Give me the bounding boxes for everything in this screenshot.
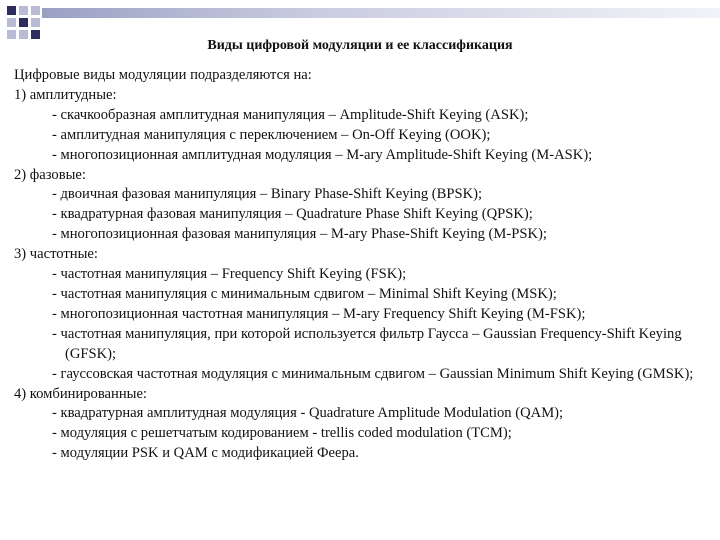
decor-square	[7, 6, 16, 15]
slide-title: Виды цифровой модуляции и ее классификация	[207, 38, 513, 53]
decor-square	[31, 18, 40, 27]
list-item: - модуляции PSK и QAM с модификацией Феера.	[52, 445, 359, 462]
list-item: - квадратурная амплитудная модуляция - Quadrature Amplitude Modulation (QAM);	[52, 405, 564, 422]
list-item: - гауссовская частотная модуляция с минимальным сдвигом – Gaussian Minimum Shift Keying (GMSK);	[52, 365, 694, 382]
list-item: - модуляция с решетчатым кодированием - trellis coded modulation (TCM);	[52, 425, 512, 442]
list-item: - двоичная фазовая манипуляция – Binary Phase-Shift Keying (BPSK);	[52, 186, 483, 203]
list-item: - многопозиционная амплитудная модуляция – M-ary Amplitude-Shift Keying (M-ASK);	[52, 146, 593, 163]
group-heading-combined: 4) комбинированные:	[14, 385, 147, 402]
list-item: - частотная манипуляция, при которой используется фильтр Гаусса – Gaussian Frequency-Shift Keying (GFSK);	[52, 325, 682, 362]
intro-text: Цифровые виды модуляции подразделяются на:	[14, 67, 312, 83]
group-heading-frequency: 3) частотные:	[14, 246, 98, 263]
slide-body	[14, 66, 714, 464]
decor-square	[19, 6, 28, 15]
group-heading-amplitude: 1) амплитудные:	[14, 86, 117, 103]
list-item: - частотная манипуляция – Frequency Shift Keying (FSK);	[52, 266, 407, 283]
list-item: - многопозиционная частотная манипуляция – M-ary Frequency Shift Keying (M-FSK);	[52, 305, 586, 322]
decor-square	[7, 18, 16, 27]
list-item: - частотная манипуляция с минимальным сдвигом – Minimal Shift Keying (MSK);	[52, 285, 557, 302]
list-item: - квадратурная фазовая манипуляция – Quadrature Phase Shift Keying (QPSK);	[52, 206, 533, 223]
list-item: - амплитудная манипуляция с переключением – On-Off Keying (OOK);	[52, 126, 491, 143]
decor-square	[19, 18, 28, 27]
list-item: - скачкообразная амплитудная манипуляция – Amplitude-Shift Keying (ASK);	[52, 106, 529, 123]
list-item: - многопозиционная фазовая манипуляция – M-ary Phase-Shift Keying (M-PSK);	[52, 226, 547, 243]
decor-square	[31, 6, 40, 15]
decor-gradient-bar	[42, 8, 720, 18]
group-heading-phase: 2) фазовые:	[14, 166, 86, 183]
